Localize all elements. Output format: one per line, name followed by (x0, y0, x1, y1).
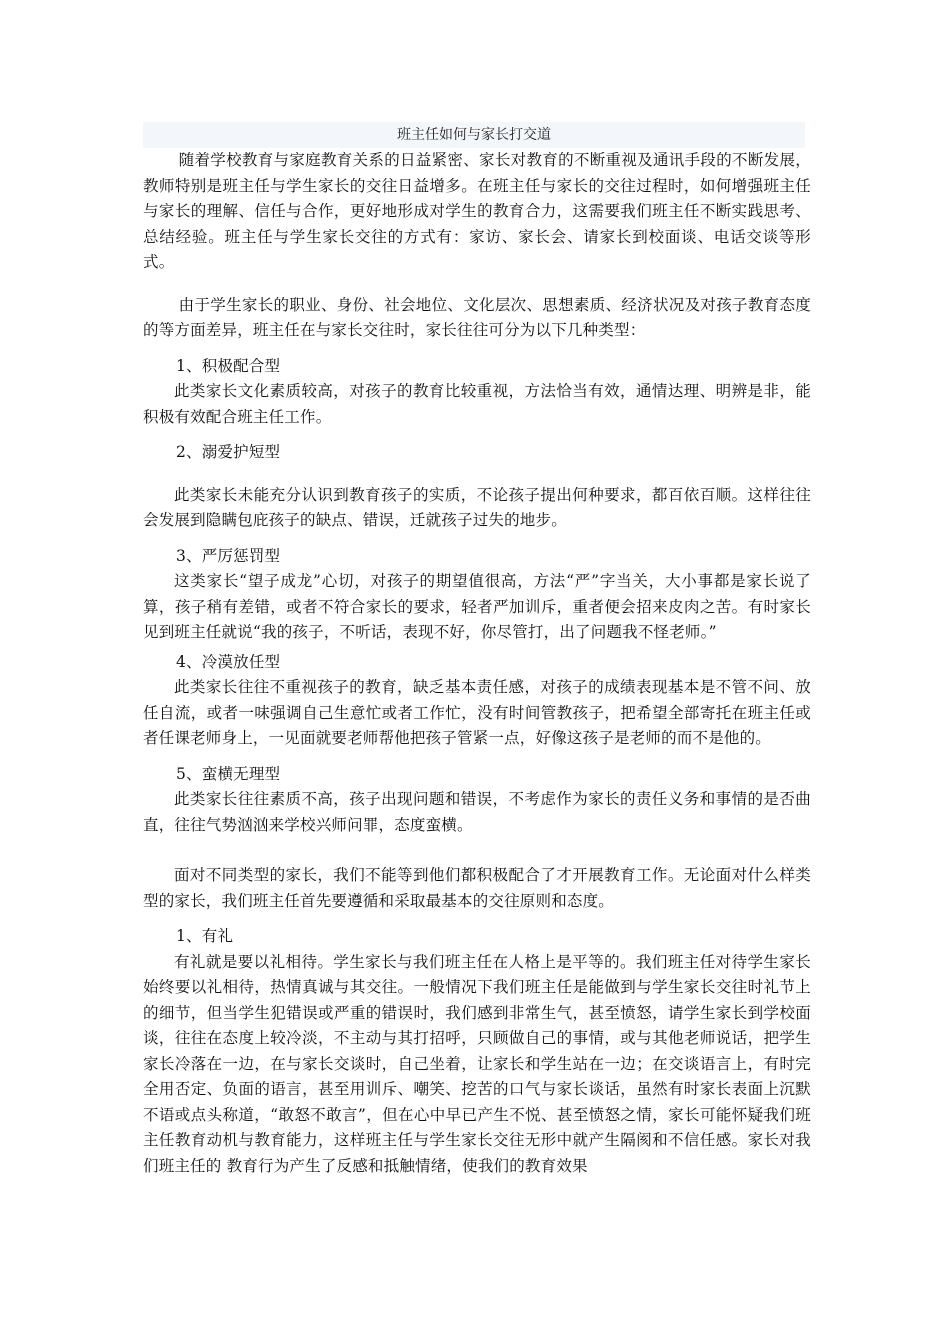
type-heading-5: 5、蛮横无理型 (176, 764, 281, 783)
type-text-5: 此类家长往往素质不高，孩子出现问题和错误，不考虑作为家长的责任义务和事情的是否曲直，往往气势汹汹来学校兴师问罪，态度蛮横。 (143, 790, 811, 834)
intro-paragraph: 随着学校教育与家庭教育关系的日益紧密、家长对教育的不断重视及通讯手段的不断发展，教师特别是班主任与学生家长的交往日益增多。在班主任与家长的交往过程时，如何增强班主任与家长的理解、信任与合作，更好地形成对学生的教育合力，这需要我们班主任不断实践思考、总结经验。班主任与学生家长交往的方式有：家访、家长会、请家长到校面谈、电话交谈等形式。 (143, 151, 811, 271)
type-text-4: 此类家长往往不重视孩子的教育，缺乏基本责任感，对孩子的成绩表现基本是不管不问、放任自流，或者一味强调自己生意忙或者工作忙，没有时间管教孩子，把希望全部寄托在班主任或者任课老师身上，一见面就要老师帮他把孩子管紧一点，好像这孩子是老师的而不是他的。 (143, 678, 811, 747)
principle-heading-1: 1、有礼 (176, 927, 234, 945)
principles-intro-paragraph: 面对不同类型的家长，我们不能等到他们都积极配合了才开展教育工作。无论面对什么样类型的家长，我们班主任首先要遵循和采取最基本的交往原则和态度。 (143, 866, 811, 910)
type-text-2: 此类家长未能充分认识到教育孩子的实质，不论孩子提出何种要求，都百依百顺。这样往往会发展到隐瞒包庇孩子的缺点、错误，迁就孩子过失的地步。 (143, 485, 811, 529)
types-intro-paragraph: 由于学生家长的职业、身份、社会地位、文化层次、思想素质、经济状况及对孩子教育态度的等方面差异，班主任在与家长交往时，家长往往可分为以下几种类型： (143, 295, 811, 339)
type-text-1: 此类家长文化素质较高，对孩子的教育比较重视，方法恰当有效，通情达理、明辨是非，能积极有效配合班主任工作。 (143, 382, 811, 426)
type-text-3: 这类家长“望子成龙”心切，对孩子的期望值很高，方法“严”字当关，大小事都是家长说了算，孩子稍有差错，或者不符合家长的要求，轻者严加训斥，重者便会招来皮肉之苦。有时家长见到班主任就说“我的孩子，不听话，表现不好，你尽管打，出了问题我不怪老师。” (143, 572, 811, 641)
document-title: 班主任如何与家长打交道 (143, 122, 805, 148)
type-heading-2: 2、溺爱护短型 (176, 443, 281, 461)
type-heading-1: 1、积极配合型 (176, 356, 281, 375)
type-heading-3: 3、严厉惩罚型 (176, 546, 281, 565)
type-heading-4: 4、冷漠放任型 (176, 652, 281, 671)
principle-text-1: 有礼就是要以礼相待。学生家长与我们班主任在人格上是平等的。我们班主任对待学生家长始终要以礼相待，热情真诚与其交往。一般情况下我们班主任是能做到与学生家长交往时礼节上的细节，但当学生犯错误或严重的错误时，我们感到非常生气，甚至愤怒，请学生家长到学校面谈，往往在态度上较冷淡，不主动与其打招呼，只顾做自己的事情，或与其他老师说话，把学生家长冷落在一边，在与家长交谈时，自己坐着，让家长和学生站在一边；在交谈语言上，有时完全用否定、负面的语言，甚至用训斥、嘲笑、挖苦的口气与家长谈话，虽然有时家长表面上沉默不语或点头称道，“敢怒不敢言”，但在心中早已产生不悦、甚至愤怒之情，家长可能怀疑我们班主任教育动机与教育能力，这样班主任与学生家长交往无形中就产生隔阂和不信任感。家长对我们班主任的 教育行为产生了反感和抵触情绪，使我们的教育效果 (143, 952, 811, 1175)
document-body (143, 148, 811, 1179)
